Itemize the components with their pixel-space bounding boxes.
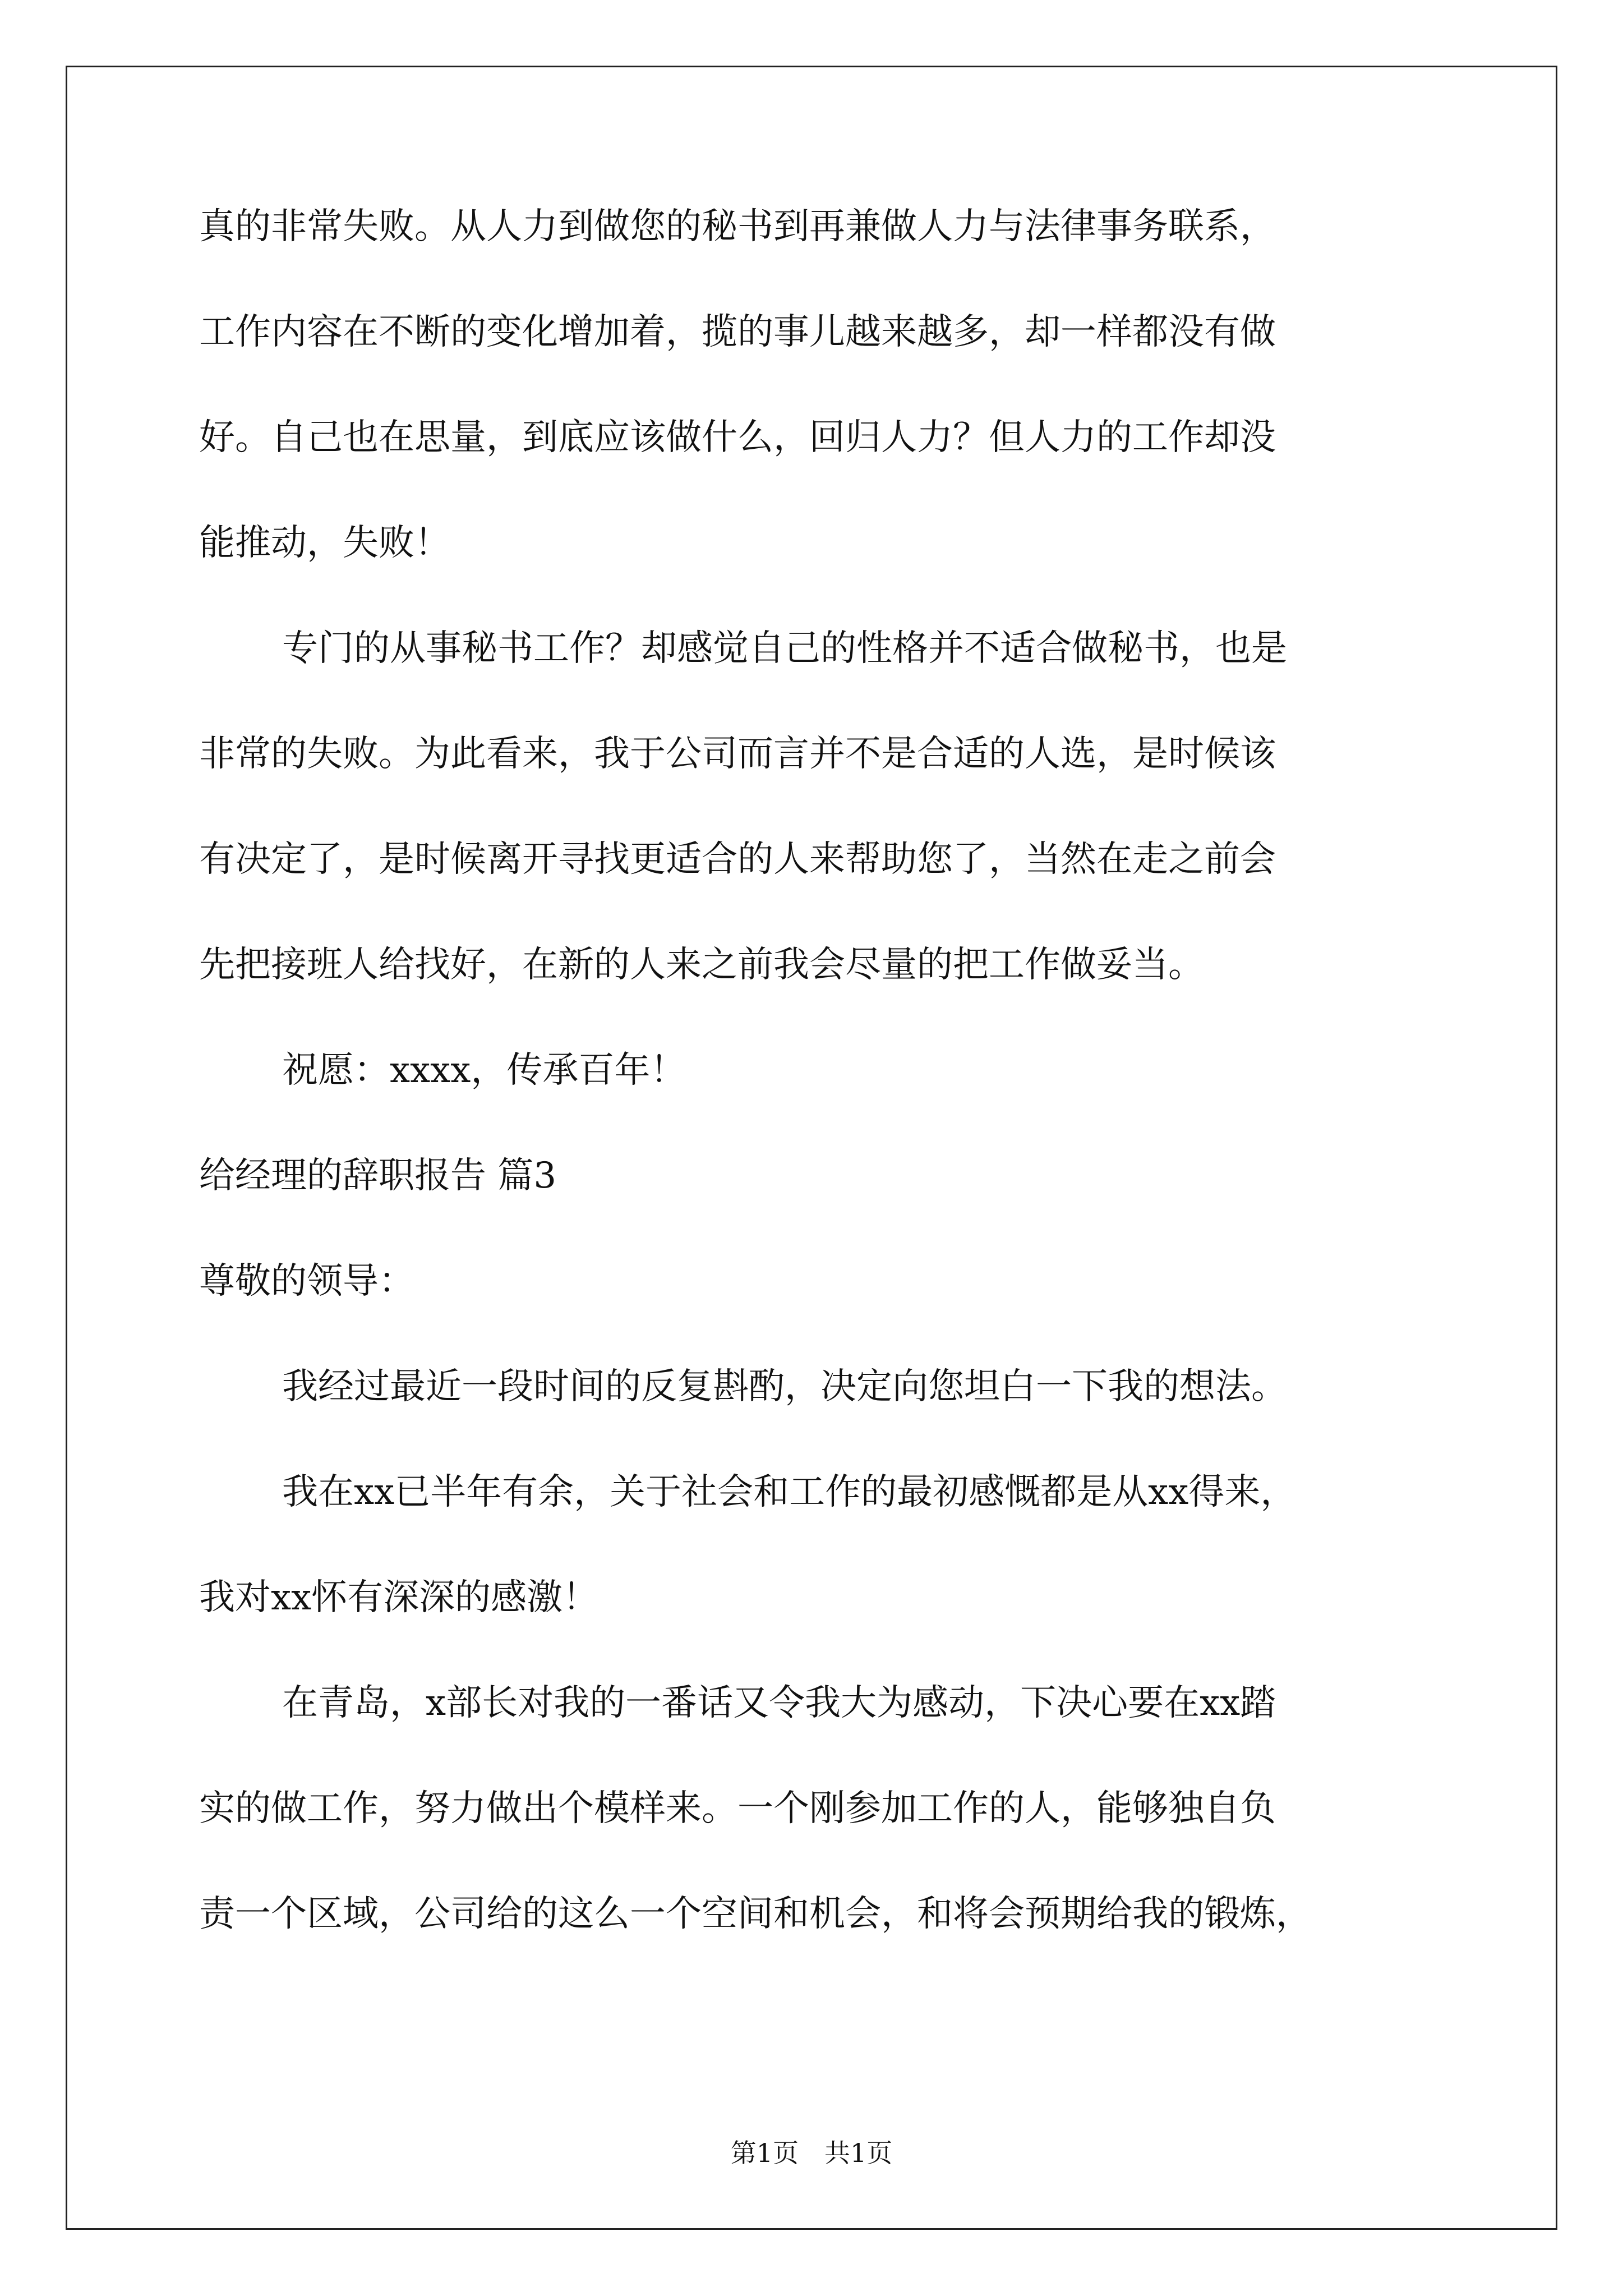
text-line: 专门的从事秘书工作？却感觉自己的性格并不适合做秘书，也是 [282, 628, 1287, 669]
text-line: 在青岛，x部长对我的一番话又令我大为感动，下决心要在xx踏 [282, 1682, 1276, 1724]
text-line: 责一个区域，公司给的这么一个空间和机会，和将会预期给我的锻炼， [199, 1893, 1312, 1935]
section-heading: 给经理的辞职报告 篇3 [199, 1155, 557, 1197]
text-line: 能推动，失败！ [199, 522, 450, 564]
page-footer: 第1页 共1页 [730, 2138, 893, 2168]
text-line: 好。自己也在思量，到底应该做什么，回归人力？但人力的工作却没 [199, 417, 1276, 458]
salutation: 尊敬的领导： [199, 1260, 414, 1302]
text-line: 非常的失败。为此看来，我于公司而言并不是合适的人选，是时候该 [199, 733, 1276, 775]
text-line: 有决定了，是时候离开寻找更适合的人来帮助您了，当然在走之前会 [199, 839, 1276, 880]
text-line: 实的做工作，努力做出个模样来。一个刚参加工作的人，能够独自负 [199, 1788, 1276, 1829]
text-line: 我经过最近一段时间的反复斟酌，决定向您坦白一下我的想法。 [282, 1366, 1287, 1407]
text-line: 我在xx已半年有余，关于社会和工作的最初感慨都是从xx得来， [282, 1471, 1297, 1513]
text-line: 工作内容在不断的变化增加着，揽的事儿越来越多，却一样都没有做 [199, 311, 1276, 353]
text-line: 祝愿：xxxx，传承百年！ [282, 1050, 686, 1091]
text-line: 先把接班人给找好，在新的人来之前我会尽量的把工作做妥当。 [199, 944, 1204, 986]
text-line: 真的非常失败。从人力到做您的秘书到再兼做人力与法律事务联系， [199, 206, 1276, 247]
text-line: 我对xx怀有深深的感激！ [199, 1577, 599, 1618]
